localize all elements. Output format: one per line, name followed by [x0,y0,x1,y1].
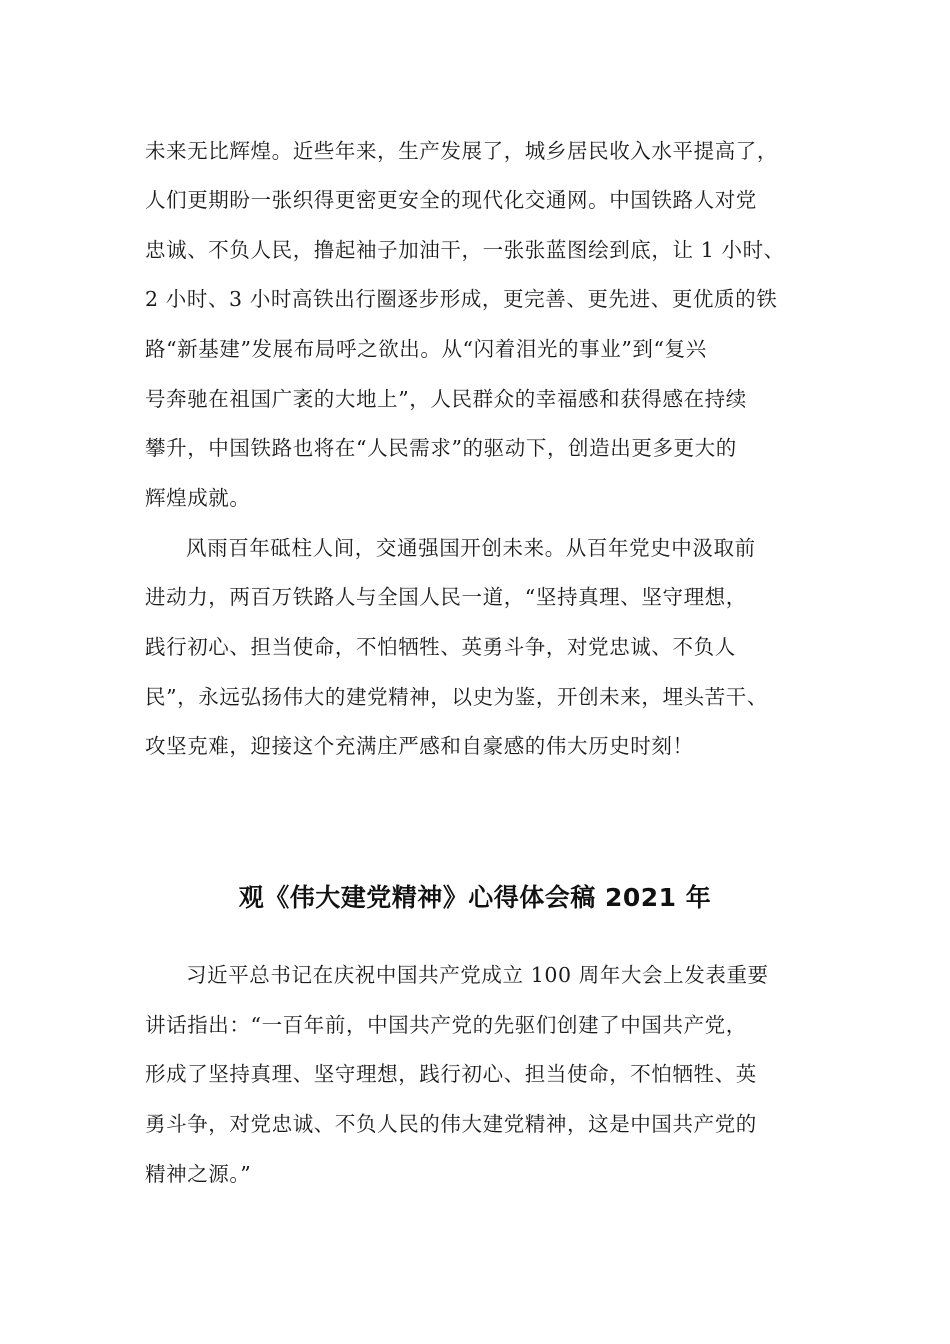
document-title: 观《伟大建党精神》心得体会稿 2021 年 [238,883,712,912]
paragraph-line: 忠诚、不负人民，撸起袖子加油干，一张张蓝图绘到底，让 1 小时、 [145,238,785,262]
paragraph-line: 未来无比辉煌。近些年来，生产发展了，城乡居民收入水平提高了， [145,139,778,163]
paragraph-line: 号奔驰在祖国广袤的大地上”，人民群众的幸福感和获得感在持续 [145,387,747,411]
paragraph-line: 攻坚克难，迎接这个充满庄严感和自豪感的伟大历史时刻！ [145,734,694,758]
paragraph-line: 形成了坚持真理、坚守理想，践行初心、担当使命，不怕牺牲、英 [145,1062,757,1086]
paragraph-line: 践行初心、担当使命，不怕牺牲、英勇斗争，对党忠诚、不负人 [145,635,736,659]
paragraph-line: 风雨百年砥柱人间，交通强国开创未来。从百年党史中汲取前 [186,536,756,560]
paragraph-line: 习近平总书记在庆祝中国共产党成立 100 周年大会上发表重要 [186,963,769,987]
paragraph-line: 路“新基建”发展布局呼之欲出。从“闪着泪光的事业”到“复兴 [145,337,707,361]
paragraph-line: 攀升，中国铁路也将在“人民需求”的驱动下，创造出更多更大的 [145,436,737,460]
paragraph-line: 勇斗争，对党忠诚、不负人民的伟大建党精神，这是中国共产党的 [145,1112,757,1136]
paragraph-line: 讲话指出：“一百年前，中国共产党的先驱们创建了中国共产党， [145,1013,747,1037]
paragraph-line: 2 小时、3 小时高铁出行圈逐步形成，更完善、更先进、更优质的铁 [145,287,778,311]
paragraph-line: 民”，永远弘扬伟大的建党精神，以史为鉴，开创未来，埋头苦干、 [145,685,768,709]
paragraph-line: 进动力，两百万铁路人与全国人民一道，“坚持真理、坚守理想， [145,585,747,609]
paragraph-line: 精神之源。” [145,1162,252,1186]
paragraph-line: 人们更期盼一张织得更密更安全的现代化交通网。中国铁路人对党 [145,188,757,212]
paragraph-line: 辉煌成就。 [145,486,251,510]
